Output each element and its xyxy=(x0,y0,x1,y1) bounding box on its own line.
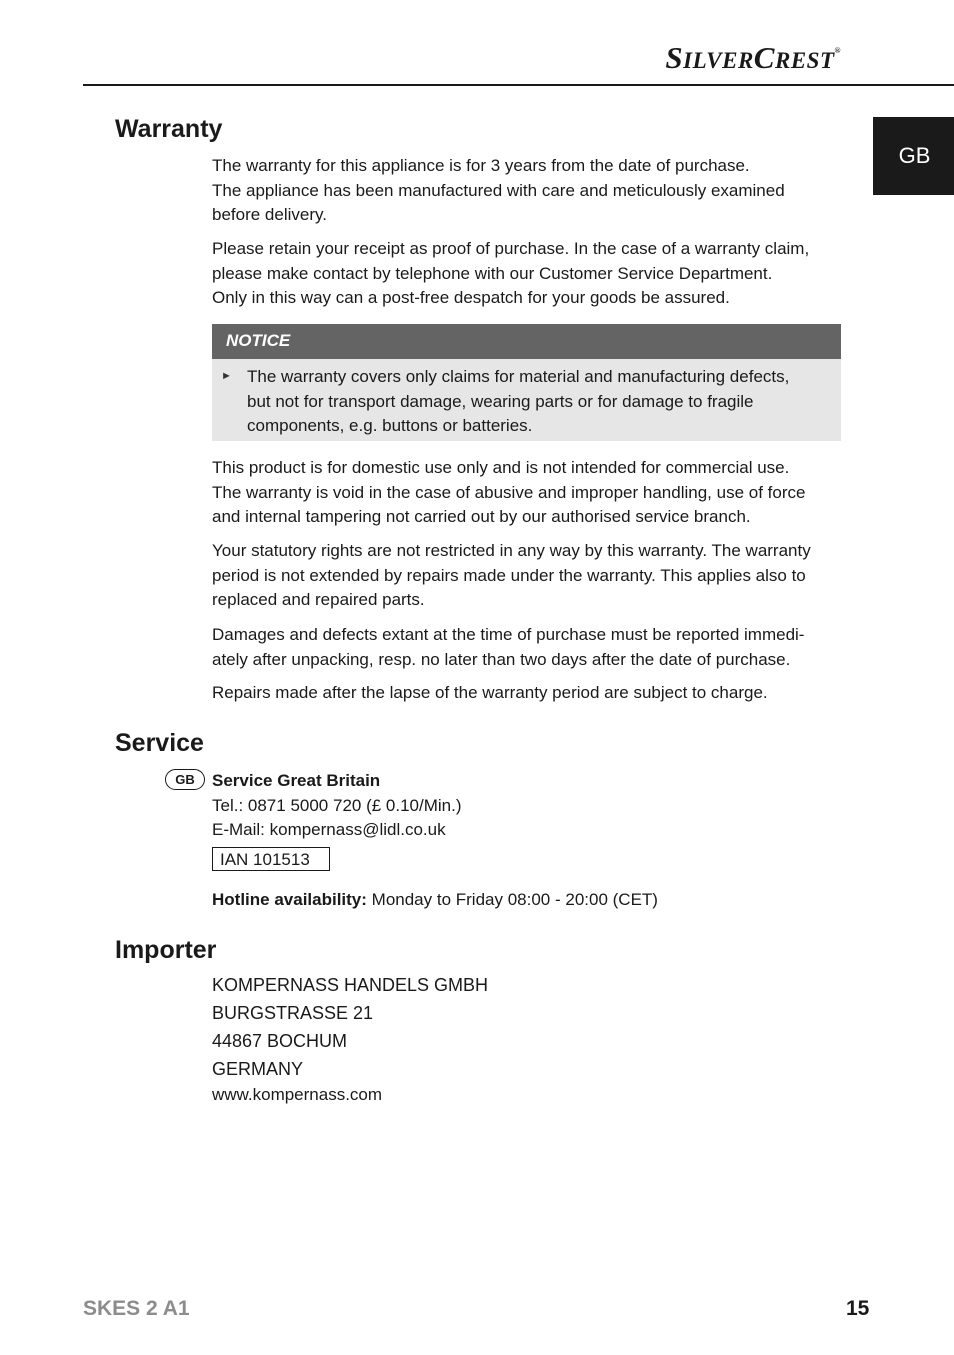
importer-website[interactable]: www.kompernass.com xyxy=(212,1085,383,1104)
notice-header xyxy=(212,324,841,359)
warranty-paragraph-1: The warranty for this appliance is for 3 years from the date of purchase. The appliance has been manufactured with care and meticulously examined before delivery. xyxy=(212,156,785,224)
ian-number: IAN 101513 xyxy=(212,847,330,871)
warranty-paragraph-5: Damages and defects extant at the time of purchase must be reported immedi- ately after unpacking, resp. no later than two days after the date of purchase. xyxy=(212,625,805,669)
importer-company: KOMPERNASS HANDELS GMBH xyxy=(212,975,489,995)
hotline-availability: Hotline availability: Monday to Friday 08:00 - 20:00 (CET) xyxy=(212,890,658,909)
header-rule xyxy=(83,84,954,86)
brand-logo: SILVERCREST® xyxy=(665,40,841,75)
notice-text: The warranty covers only claims for material and manufacturing defects, but not for transport damage, wearing parts or for damage to fragile components, e.g. buttons or batteries. xyxy=(247,367,790,435)
importer-heading: Importer xyxy=(115,936,217,964)
service-contact xyxy=(212,769,842,843)
footer-model: SKES 2 A1 xyxy=(83,1297,190,1320)
warranty-paragraph-6: Repairs made after the lapse of the warranty period are subject to charge. xyxy=(212,683,768,702)
importer-country: GERMANY xyxy=(212,1059,304,1079)
importer-city: 44867 BOCHUM xyxy=(212,1031,348,1051)
country-badge: GB xyxy=(165,769,205,790)
language-tab: GB xyxy=(873,117,954,195)
service-tel: Tel.: 0871 5000 720 (£ 0.10/Min.) xyxy=(212,795,462,815)
warranty-paragraph-3: This product is for domestic use only and is not intended for commercial use. The warranty is void in the case of abusive and improper handling, use of force and internal tampering not carried out by our authorised service branch. xyxy=(212,458,806,526)
notice-title: NOTICE xyxy=(226,331,291,350)
warranty-paragraph-2: Please retain your receipt as proof of purchase. In the case of a warranty claim, please make contact by telephone with our Customer Service Department. Only in this way can a post-free despatch for your goods be assured. xyxy=(212,239,810,307)
page-number: 15 xyxy=(846,1297,870,1320)
warranty-paragraph-4: Your statutory rights are not restricted in any way by this warranty. The warranty period is not extended by repairs made under the warranty. This applies also to replaced and repaired parts. xyxy=(212,541,811,609)
service-name: Service Great Britain xyxy=(212,771,381,790)
service-email[interactable]: E-Mail: kompernass@lidl.co.uk xyxy=(212,820,446,839)
warranty-heading: Warranty xyxy=(115,115,223,143)
service-heading: Service xyxy=(115,729,204,757)
bullet-arrow-icon: ► xyxy=(221,370,232,382)
importer-street: BURGSTRASSE 21 xyxy=(212,1003,374,1023)
